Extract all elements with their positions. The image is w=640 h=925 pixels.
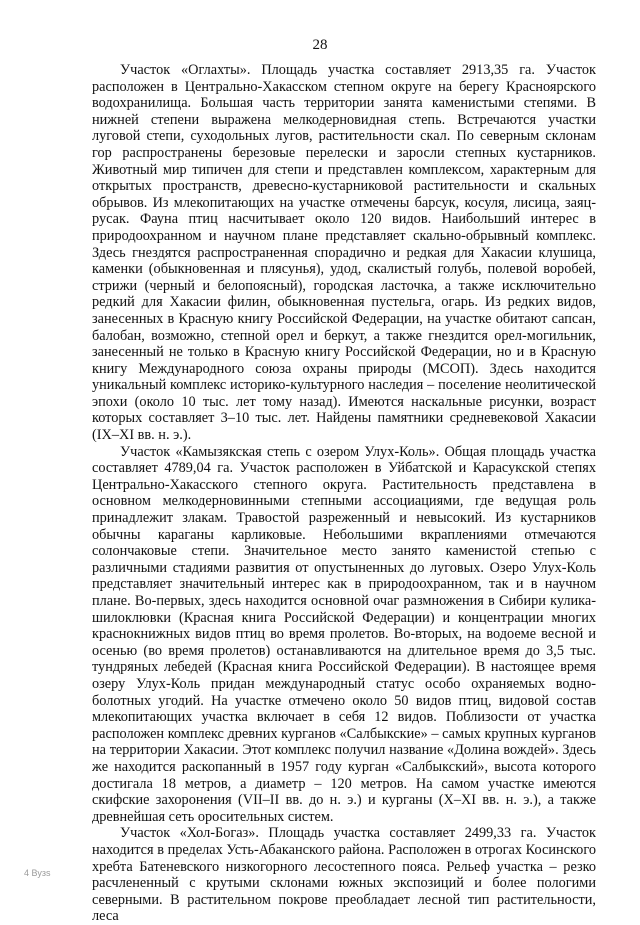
page-number: 28 bbox=[312, 37, 328, 53]
footer-mark: 4 Вузs bbox=[24, 868, 51, 878]
paragraph-khol-bogaz: Участок «Хол-Богаз». Площадь участка составляет 2499,33 га. Участок находится в пределах Усть-Абаканского района. Расположен в отрогах Косинского хребта Батеневского низкогорного лесостепного пояса. Рельеф участка – резко расчлененный с крутыми склонами южных экспозиций и более пологими северными. В растительном покрове преобладает лесной тип растительности, леса bbox=[92, 825, 596, 925]
paragraph-kamyzyakskaya-step: Участок «Камызякская степь с озером Улух-Коль». Общая площадь участка составляет 4789,04 га. Участок расположен в Уйбатской и Карасукской степях Центрально-Хакасского степного округа. Растительность представлена в основном мелкодерновинными степными ассоциациями, где ведущая роль принадлежит злакам. Травостой разреженный и невысокий. Из кустарников обычны караганы карликовые. Небольшими вкраплениями отмечаются солончаковые степи. Значительное место занято каменистой степью с различными стадиями развития от опустыненных до луговых. Озеро Улух-Коль представляет значительный интерес как в природоохранном, так и в научном плане. Во-первых, здесь находится основной очаг размножения в Сибири кулика-шилоклювки (Красная книга Российской Федерации) и концентрации многих краснокнижных видов птиц во время пролетов. Во-вторых, на водоеме весной и осенью (во время пролетов) останавливаются на длительное время до 3,5 тыс. тундряных лебедей (Красная книга Российской Федерации). В настоящее время озеру Улух-Коль придан международный статус особо охраняемых водно-болотных угодий. На участке отмечено около 50 видов птиц, видовой состав млекопитающих участка включает в себя 12 видов. Поблизости от участка расположен комплекс древних курганов «Салбыкские» – самых крупных курганов на территории Хакасии. Этот комплекс получил название «Долина вождей». Здесь же находится раскопанный в 1957 году курган «Салбыкский», высота которого достигала 18 метров, а диаметр – 120 метров. На самом участке имеются скифские захоронения (VII–II вв. до н. э.) и курганы (X–XI вв. н. э.), а также древнейшая сеть оросительных систем. bbox=[92, 443, 596, 825]
document-body bbox=[92, 62, 596, 925]
paragraph-oglakhty: Участок «Оглахты». Площадь участка составляет 2913,35 га. Участок расположен в Центрально-Хакасском степном округе на берегу Красноярского водохранилища. Большая часть территории занята каменистыми степями. В нижней степени выражена мелкодерновидная степь. Встречаются участки луговой степи, суходольных лугов, растительности скал. По северным склонам гор распространены березовые перелески и заросли степных кустарников. Животный мир типичен для степи и представлен комплексом, характерным для открытых пространств, древесно-кустарниковой растительности и скальных обрывов. Из млекопитающих на участке отмечены барсук, косуля, лисица, заяц-русак. Фауна птиц насчитывает около 120 видов. Наибольший интерес в природоохранном и научном плане представляет скально-обрывный комплекс. Здесь гнездятся распространенная спорадично и редкая для Хакасии клушица, каменки (обыкновенная и плясунья), удод, скалистый голубь, полевой воробей, стрижи (черный и белопоясный), городская ласточка, а также исключительно редкий для Хакасии филин, обыкновенная пустельга, огарь. Из редких видов, занесенных в Красную книгу Российской Федерации, на участке обитают сапсан, балобан, возможно, степной орел и беркут, а также гнездится орел-могильник, занесенный не только в Красную книгу Российской Федерации, но и в Красную книгу Международного союза охраны природы (МСОП). Здесь находится уникальный комплекс историко-культурного наследия – поселение неолитической эпохи (около 10 тыс. лет тому назад). Имеются наскальные рисунки, возраст которых составляет 3–10 тыс. лет. Найдены памятники средневековой Хакасии (IX–XI вв. н. э.). bbox=[92, 62, 596, 444]
